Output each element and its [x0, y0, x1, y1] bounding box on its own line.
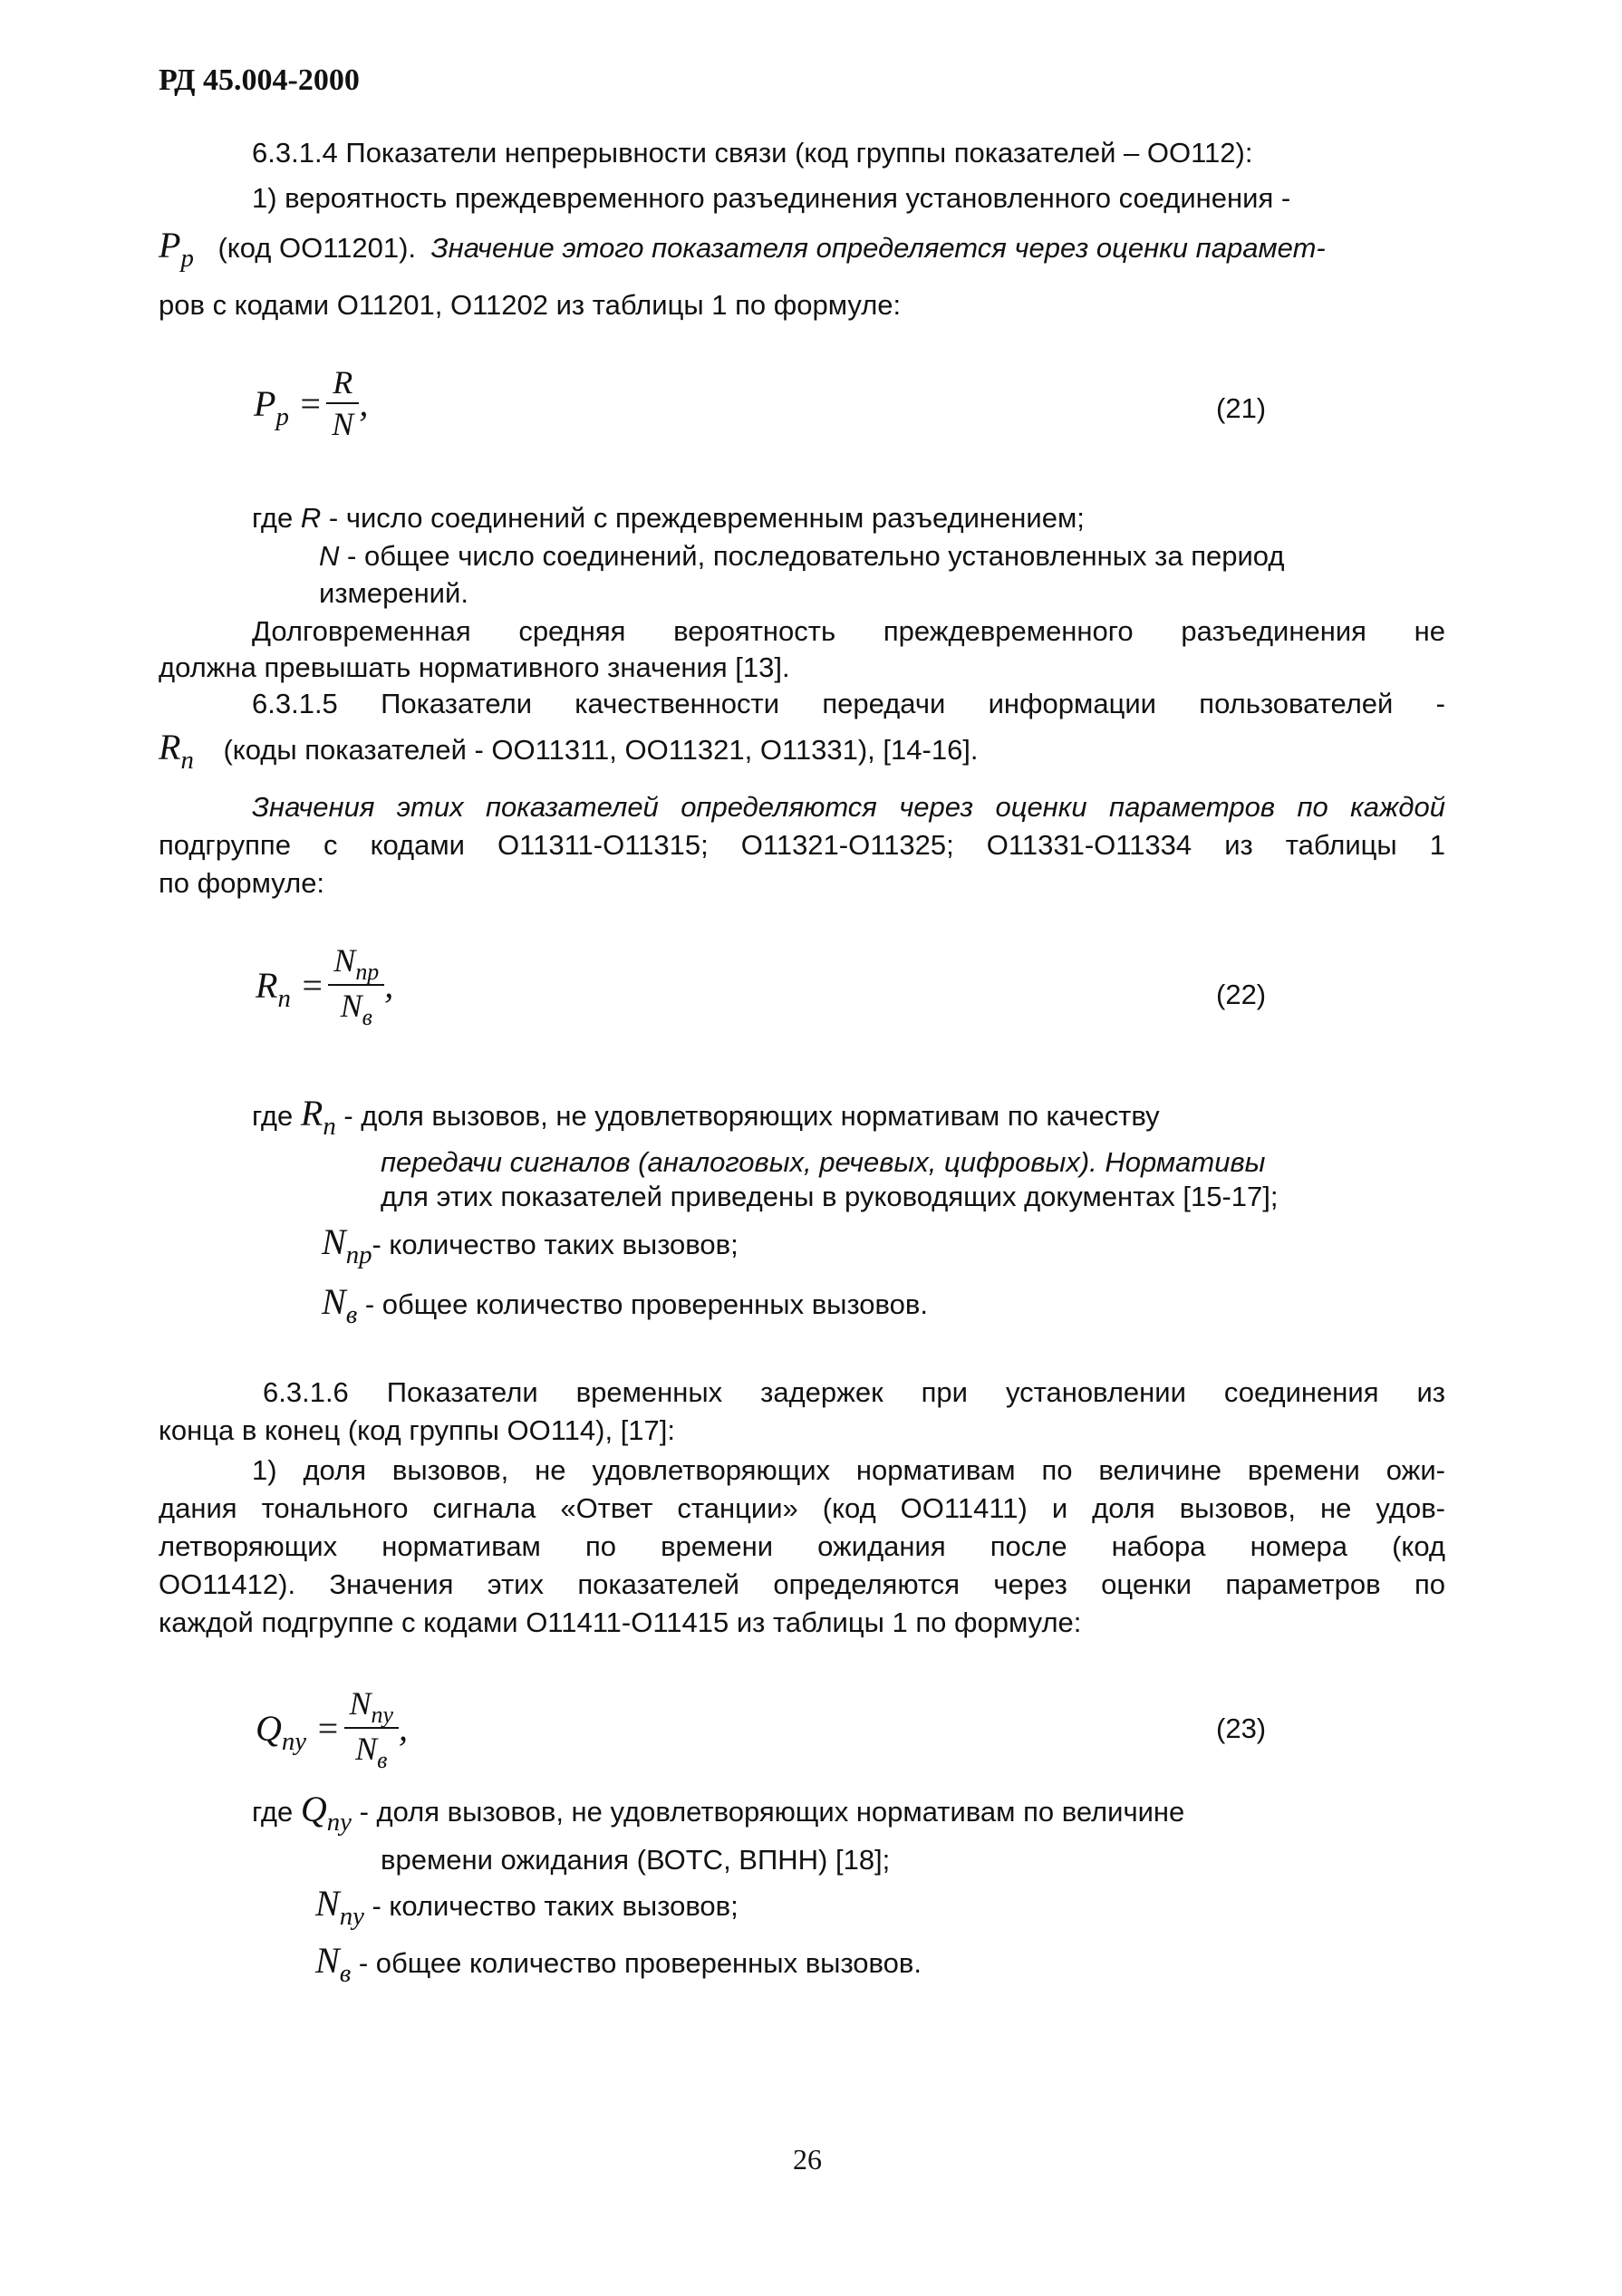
- rn-symbol: $R_п$: [159, 727, 194, 776]
- s616-item1-line5: каждой подгруппе с кодами О11411-О11415 из таблицы 1 по формуле:: [159, 1606, 1082, 1638]
- npr-symbol: $N_{пр}$: [322, 1221, 372, 1270]
- formula-21: $P_p$ = $\frac{R}{N}$ ,: [254, 364, 369, 442]
- where-Nv-line: $N_в$ - общее количество проверенных вызовов.: [322, 1281, 928, 1330]
- section-6-3-1-6-title-line2: конца в конец (код группы ОО114), [17]:: [159, 1414, 676, 1446]
- formula-21-number: (21): [1216, 392, 1267, 424]
- s615-text-line2: подгруппе с кодами О11311-О11315; О11321-О11325; О11331-О11334 из таблицы 1: [159, 829, 1445, 861]
- s614-note-line1: Долговременная средняя вероятность преждевременного разъединения не: [252, 615, 1445, 647]
- where-Rn-line3: для этих показателей приведены в руководящих документах [15-17];: [381, 1181, 1279, 1212]
- formula-22: $R_п$ = $\frac{N_{пр}}{N_в}$ ,: [256, 942, 394, 1031]
- s614-item1-line3: ров с кодами О11201, О11202 из таблицы 1 по формуле:: [159, 289, 902, 321]
- where-Rn-line2: передачи сигналов (аналоговых, речевых, цифровых). Нормативы: [381, 1146, 1266, 1178]
- where-N-line: N - общее число соединений, последовательно установленных за период: [319, 540, 1285, 572]
- where-N-line2: измерений.: [319, 577, 468, 609]
- s614-note-line2: должна превышать нормативного значения [13].: [159, 651, 790, 683]
- section-6-3-1-4-title: 6.3.1.4 Показатели непрерывности связи (код группы показателей – ОО112):: [252, 137, 1253, 169]
- where-R-line: где R - число соединений с преждевременным разъединением;: [252, 502, 1085, 534]
- document-header: РД 45.004-2000: [159, 63, 360, 97]
- formula-22-fraction: $\frac{N_{пр}}{N_в}$: [328, 941, 384, 1029]
- formula-21-fraction: $\frac{R}{N}$: [326, 362, 359, 444]
- where-Npr-line: $N_{пр}-$ количество таких вызовов;: [322, 1221, 739, 1270]
- s615-text-line3: по формуле:: [159, 867, 325, 899]
- section-6-3-1-5-title: 6.3.1.5 Показатели качественности передачи информации пользователей -: [252, 688, 1445, 719]
- nv-symbol: $N_в$: [322, 1281, 358, 1330]
- s616-item1-line3: летворяющих нормативам по времени ожидания после набора номера (код: [159, 1530, 1445, 1562]
- page-number: 26: [793, 2143, 822, 2175]
- section-6-3-1-6-title-line1: 6.3.1.6 Показатели временных задержек при установлении соединения из: [263, 1376, 1445, 1408]
- where-Nv2-line: $N_в$ - общее количество проверенных вызовов.: [315, 1940, 922, 1989]
- s614-item1-line1: 1) вероятность преждевременного разъединения установленного соединения -: [252, 182, 1291, 214]
- s615-codes-line: $R_п$ (коды показателей - ОО11311, ОО11321, О11331), [14-16].: [159, 727, 979, 776]
- s616-item1-line2: дания тонального сигнала «Ответ станции» (код ОО11411) и доля вызовов, не удов-: [159, 1492, 1445, 1524]
- pp-symbol: $P_p$: [159, 225, 194, 274]
- npy-symbol: $N_{пу}$: [315, 1883, 364, 1932]
- formula-22-number: (22): [1216, 979, 1267, 1010]
- where-Qpy-line2: времени ожидания (ВОТС, ВПНН) [18];: [381, 1844, 891, 1876]
- s614-item1-line2: $P_p$ (код ОО11201). Значение этого показателя определяется через оценки парамет-: [159, 225, 1326, 274]
- s616-item1-line1: 1) доля вызовов, не удовлетворяющих нормативам по величине времени ожи-: [252, 1454, 1445, 1486]
- where-Rn-line: где $R_п$ - доля вызовов, не удовлетворяющих нормативам по качеству: [252, 1093, 1160, 1142]
- s615-text-line1: Значения этих показателей определяются через оценки параметров по каждой: [252, 791, 1445, 823]
- formula-23: $Q_{пу}$ = $\frac{N_{пу}}{N_в}$ ,: [256, 1685, 408, 1774]
- s616-item1-line4: ОО11412). Значения этих показателей определяются через оценки параметров по: [159, 1568, 1445, 1600]
- where-Qpy-line: где $Q_{пу}$ - доля вызовов, не удовлетворяющих нормативам по величине: [252, 1789, 1185, 1838]
- qpy-symbol: $Q_{пу}$: [300, 1789, 352, 1838]
- nv2-symbol: $N_в$: [315, 1940, 352, 1989]
- formula-23-fraction: $\frac{N_{пу}}{N_в}$: [344, 1683, 399, 1772]
- rn-symbol-where: $R_п$: [300, 1093, 336, 1142]
- where-Npy-line: $N_{пу}$ - количество таких вызовов;: [315, 1883, 739, 1932]
- formula-23-number: (23): [1216, 1712, 1267, 1744]
